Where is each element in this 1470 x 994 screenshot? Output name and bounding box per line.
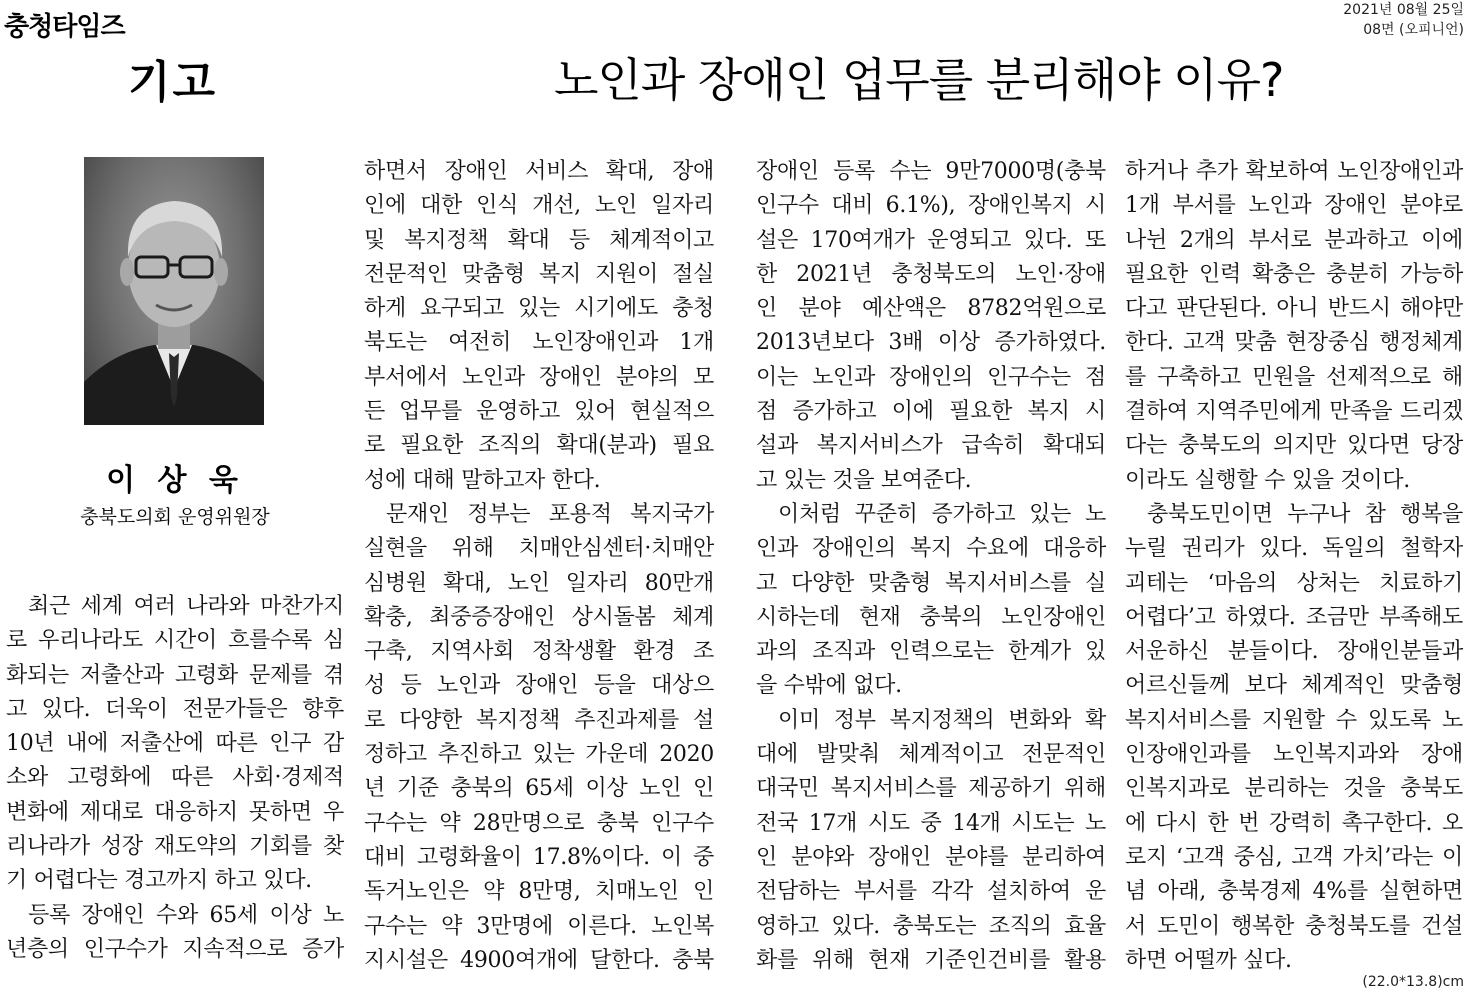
headline: 노인과 장애인 업무를 분리해야 이유?: [554, 53, 1284, 107]
article-line: 인과 장애인의 복지 수요에 대응하: [756, 536, 1106, 562]
article-line: 충북도민이면 누구나 참 행복을: [1147, 501, 1463, 527]
article-line: 이라도 실행할 수 있을 것이다.: [1125, 467, 1410, 493]
article-line: 성에 대해 말하고자 한다.: [364, 467, 601, 493]
article-line: 북도는 여전히 노인장애인과 1개: [364, 330, 714, 356]
article-line: 이는 노인과 장애인의 인구수는 점: [756, 364, 1106, 390]
article-line: 설과 복지서비스가 급속히 확대되: [756, 433, 1106, 459]
author-name: 이 상 욱: [106, 463, 244, 498]
article-line: 로 필요한 조직의 확대(분과) 필요: [364, 433, 714, 459]
article-line: 설은 170여개가 운영되고 있다. 또: [756, 227, 1106, 253]
article-line: 1개 부서를 노인과 장애인 분야로: [1125, 193, 1463, 219]
article-line: 인에 대한 인식 개선, 노인 일자리: [364, 193, 714, 219]
author-portrait-illustration: [84, 157, 264, 425]
section-label: 기고: [128, 57, 218, 108]
article-line: 하면 어떨까 싶다.: [1125, 947, 1292, 973]
article-column-3: [756, 155, 1106, 978]
article-line: 하면서 장애인 서비스 확대, 장애: [364, 159, 714, 184]
article-line: 영하고 있다. 충북도는 조직의 효율: [756, 913, 1106, 939]
article-line: 등록 장애인 수와 65세 이상 노: [28, 902, 344, 928]
article-line: 고 있는 것을 보여준다.: [756, 467, 972, 493]
article-line: 필요한 인력 확충은 충분히 가능하: [1125, 261, 1463, 287]
page-info: 08면 (오피니언): [1363, 22, 1464, 38]
article-line: 전문적인 맞춤형 복지 지원이 절실: [364, 261, 714, 287]
article-line: 시하는데 현재 충북의 노인장애인: [756, 604, 1106, 630]
article-line: 점 증가하고 이에 필요한 복지 시: [756, 399, 1106, 425]
article-line: 구수는 약 28만명으로 충북 인구수: [364, 810, 714, 836]
article-line: 를 구축하고 민원을 선제적으로 해: [1125, 364, 1463, 390]
article-line: 로 우리나라도 시간이 흐를수록 심: [6, 628, 344, 654]
article-line: 독거노인은 약 8만명, 치매노인 인: [364, 879, 714, 905]
article-line: 화를 위해 현재 기준인건비를 활용: [756, 947, 1106, 973]
article-line: 전국 17개 시도 중 14개 시도는 노: [756, 810, 1106, 836]
article-line: 인 분야와 장애인 분야를 분리하여: [756, 844, 1106, 870]
article-line: 구축, 지역사회 정착생활 환경 조: [364, 639, 714, 665]
article-line: 이미 정부 복지정책의 변화와 확: [778, 707, 1106, 733]
dateline: [1343, 0, 1464, 40]
article-line: 한다. 고객 맞춤 현장중심 행정체계: [1125, 330, 1463, 356]
article-line: 고 다양한 맞춤형 복지서비스를 실: [756, 570, 1106, 596]
author-photo: [84, 157, 264, 425]
article-line: 로 다양한 복지정책 추진과제를 설: [364, 707, 714, 733]
article-line: 화되는 저출산과 고령화 문제를 겪: [6, 662, 344, 688]
article-line: 소와 고령화에 따른 사회·경제적: [6, 765, 344, 791]
article-line: 과의 조직과 인력으로는 한계가 있: [756, 639, 1106, 665]
article-line: 부서에서 노인과 장애인 분야의 모: [364, 364, 714, 390]
article-line: 실현을 위해 치매안심센터·치매안: [364, 536, 714, 562]
article-column-1: [6, 590, 344, 967]
article-line: 결하여 지역주민에게 만족을 드리겠: [1125, 399, 1463, 425]
article-column-2: [364, 155, 714, 978]
article-line: 이처럼 꾸준히 증가하고 있는 노: [778, 501, 1106, 527]
article-line: 변화에 제대로 대응하지 못하면 우: [6, 799, 344, 825]
article-line: 다고 판단된다. 아니 반드시 해야만: [1125, 296, 1463, 322]
publication-date: 2021년 08월 25일: [1343, 2, 1464, 18]
article-line: 서운하신 분들이다. 장애인분들과: [1125, 639, 1463, 665]
article-line: 을 수밖에 없다.: [756, 673, 902, 699]
article-line: 기 어렵다는 경고까지 하고 있다.: [6, 868, 312, 894]
article-line: 인 분야 예산액은 8782억원으로: [756, 296, 1106, 322]
article-line: 하거나 추가 확보하여 노인장애인과: [1125, 159, 1463, 184]
article-line: 나뉜 2개의 부서로 분과하고 이에: [1125, 227, 1463, 253]
article-line: 대에 발맞춰 체계적이고 전문적인: [756, 742, 1106, 768]
article-line: 확충, 최중증장애인 상시돌봄 체계: [364, 604, 714, 630]
article-line: 인복지과로 분리하는 것을 충북도: [1125, 776, 1463, 802]
article-line: 구수는 약 3만명에 이른다. 노인복: [364, 913, 714, 939]
newspaper-masthead: 충청타임즈: [4, 12, 125, 42]
article-line: 지시설은 4900여개에 달한다. 충북: [364, 947, 714, 973]
article-line: 서 도민이 행복한 충청북도를 건설: [1125, 913, 1463, 939]
article-line: 든 업무를 운영하고 있어 현실적으: [364, 399, 714, 425]
article-line: 대국민 복지서비스를 제공하기 위해: [756, 776, 1106, 802]
article-size-note: (22.0*13.8)cm: [1362, 974, 1464, 990]
article-line: 전담하는 부서를 각각 설치하여 운: [756, 879, 1106, 905]
article-line: 괴테는 ‘마음의 상처는 치료하기: [1125, 570, 1463, 596]
article-line: 년 기준 충북의 65세 이상 노인 인: [364, 776, 714, 802]
article-line: 10년 내에 저출산에 따른 인구 감: [6, 731, 344, 757]
article-line: 장애인 등록 수는 9만7000명(충북: [756, 159, 1106, 184]
article-line: 한 2021년 충청북도의 노인·장애: [756, 261, 1106, 287]
article-line: 정하고 추진하고 있는 가운데 2020: [364, 742, 714, 768]
article-line: 복지서비스를 지원할 수 있도록 노: [1125, 707, 1463, 733]
article-line: 로지 ‘고객 중심, 고객 가치’라는 이: [1125, 844, 1463, 870]
article-line: 년층의 인구수가 지속적으로 증가: [6, 936, 344, 962]
article-line: 고 있다. 더욱이 전문가들은 향후: [6, 696, 344, 722]
article-line: 문재인 정부는 포용적 복지국가: [386, 501, 714, 527]
article-line: 누릴 권리가 있다. 독일의 철학자: [1125, 536, 1463, 562]
article-line: 하게 요구되고 있는 시기에도 충청: [364, 296, 714, 322]
article-line: 최근 세계 여러 나라와 마찬가지: [28, 594, 344, 619]
article-column-4: [1125, 155, 1463, 978]
author-title: 충북도의회 운영위원장: [80, 506, 270, 528]
article-line: 성 등 노인과 장애인 등을 대상으: [364, 673, 714, 699]
article-line: 념 아래, 충북경제 4%를 실현하면: [1125, 879, 1463, 905]
article-line: 어르신들께 보다 체계적인 맞춤형: [1125, 673, 1463, 699]
article-line: 2013년보다 3배 이상 증가하였다.: [756, 330, 1106, 356]
article-line: 리나라가 성장 재도약의 기회를 찾: [6, 834, 344, 860]
article-line: 심병원 확대, 노인 일자리 80만개: [364, 570, 714, 596]
article-line: 어렵다’고 하였다. 조금만 부족해도: [1125, 604, 1463, 630]
article-line: 다는 충북도의 의지만 있다면 당장: [1125, 433, 1463, 459]
article-line: 에 다시 한 번 강력히 촉구한다. 오: [1125, 810, 1463, 836]
article-line: 인구수 대비 6.1%), 장애인복지 시: [756, 193, 1106, 219]
article-line: 인장애인과를 노인복지과와 장애: [1125, 742, 1463, 768]
article-line: 및 복지정책 확대 등 체계적이고: [364, 227, 714, 253]
article-line: 대비 고령화율이 17.8%이다. 이 중: [364, 844, 714, 870]
